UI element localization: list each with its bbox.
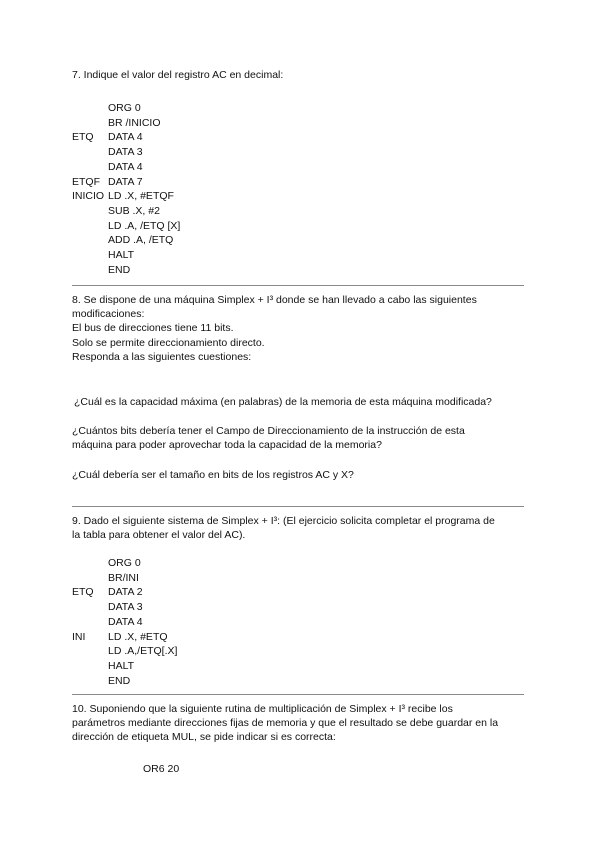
- q10-line-3: dirección de etiqueta MUL, se pide indicar si es correcta:: [72, 731, 336, 743]
- q7-code-instruction: DATA 7: [108, 175, 143, 188]
- q7-code-instruction: ADD .A, /ETQ: [108, 234, 174, 247]
- q9-code-instruction: LD .X, #ETQ: [108, 630, 168, 643]
- divider-3: [72, 694, 524, 695]
- q8-line-5: Responda a las siguientes cuestiones:: [72, 351, 252, 363]
- q9-code-instruction: END: [108, 674, 131, 687]
- q7-code-label: ETQF: [72, 175, 100, 188]
- q9-line-2: la tabla para obtener el valor del AC).: [72, 529, 246, 541]
- q9-code-label: ETQ: [72, 586, 94, 599]
- q8-question-b-line-2: máquina para poder aprovechar toda la capacidad de la memoria?: [72, 439, 382, 451]
- q8-line-1: 8. Se dispone de una máquina Simplex + I³ donde se han llevado a cabo las siguientes: [72, 294, 477, 306]
- q9-code-instruction: ORG 0: [108, 557, 141, 569]
- q7-code-label: ETQ: [72, 131, 94, 144]
- q7-code-instruction: DATA 4: [108, 131, 143, 144]
- q7-code-instruction: BR /INICIO: [108, 116, 161, 129]
- q7-title: 7. Indique el valor del registro AC en decimal:: [72, 69, 284, 81]
- q9-code-instruction: DATA 2: [108, 586, 143, 599]
- divider-2: [72, 506, 524, 507]
- q7-code-instruction: LD .A, /ETQ [X]: [108, 219, 181, 232]
- q8-line-3: El bus de direcciones tiene 11 bits.: [72, 322, 234, 334]
- q7-code-instruction: DATA 3: [108, 146, 143, 159]
- q9-line-1: 9. Dado el siguiente sistema de Simplex + I³: (El ejercicio solicita completar el programa de: [72, 515, 495, 527]
- q7-code-label: INICIO: [72, 190, 105, 203]
- q8-line-4: Solo se permite direccionamiento directo.: [72, 337, 265, 349]
- q9-code-instruction: LD .A,/ETQ[.X]: [108, 645, 178, 658]
- q8-question-a: ¿Cuál es la capacidad máxima (en palabras) de la memoria de esta máquina modificada?: [74, 396, 492, 408]
- q7-code-instruction: LD .X, #ETQF: [108, 190, 174, 203]
- q9-code-label: INI: [72, 630, 86, 643]
- q7-code-instruction: DATA 4: [108, 160, 143, 173]
- q10-line-2: parámetros mediante direcciones fijas de memoria y que el resultado se debe guardar en la: [72, 717, 499, 729]
- q9-code-instruction: DATA 3: [108, 601, 143, 614]
- q7-code-instruction: ORG 0: [108, 102, 141, 114]
- q7-code-instruction: HALT: [108, 249, 135, 261]
- q7-code-instruction: SUB .X, #2: [108, 204, 160, 217]
- q9-code-instruction: BR/INI: [108, 571, 139, 584]
- q10-code-line: OR6 20: [143, 763, 180, 775]
- q9-code-instruction: DATA 4: [108, 615, 143, 628]
- divider-1: [72, 285, 524, 286]
- q8-question-b-line-1: ¿Cuántos bits debería tener el Campo de Direccionamiento de la instrucción de esta: [72, 425, 465, 437]
- q9-code-instruction: HALT: [108, 659, 135, 672]
- q8-question-c: ¿Cuál debería ser el tamaño en bits de los registros AC y X?: [72, 469, 354, 481]
- q10-line-1: 10. Suponiendo que la siguiente rutina de multiplicación de Simplex + I³ recibe los: [72, 703, 453, 715]
- q7-code-instruction: END: [108, 263, 131, 276]
- q8-line-2: modificaciones:: [72, 308, 145, 320]
